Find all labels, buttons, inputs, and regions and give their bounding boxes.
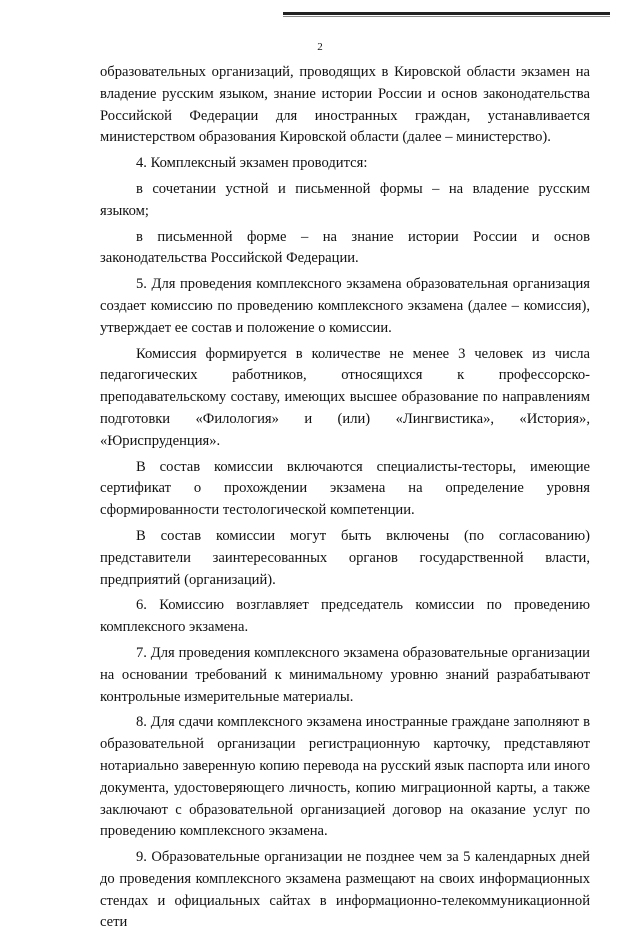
header-rule bbox=[283, 12, 610, 15]
paragraph-commission-formation: Комиссия формируется в количестве не менее 3 человек из числа педагогических работников, относящихся к профессорско-преподавательскому составу, имеющих высшее образование по направлениям подготовки «Филология» и (или) «Лингвистика», «История», «Юриспруденция». bbox=[100, 345, 590, 449]
paragraph-item-4: 4. Комплексный экзамен проводится: bbox=[136, 155, 368, 172]
paragraph-written-form: в письменной форме – на знание истории России и основ законодательства Российской Федерации. bbox=[100, 228, 590, 267]
paragraph-item-7: 7. Для проведения комплексного экзамена образовательные организации на основании требований к минимальному уровню знаний разрабатывают контрольные измерительные материалы. bbox=[100, 644, 590, 705]
document-body bbox=[100, 62, 590, 938]
paragraph-continuation: образовательных организаций, проводящих в Кировской области экзамен на владение русским языком, знание истории России и основ законодательства Российской Федерации для иностранных граждан, устанавливается министерством образования Кировской области (далее – министерство). bbox=[100, 64, 590, 146]
paragraph-representatives: В состав комиссии могут быть включены (по согласованию) представители заинтересованных органов государственной власти, предприятий (организаций). bbox=[100, 527, 590, 588]
paragraph-item-6: 6. Комиссию возглавляет председатель комиссии по проведению комплексного экзамена. bbox=[100, 597, 590, 636]
paragraph-item-8: 8. Для сдачи комплексного экзамена иностранные граждане заполняют в образовательной организации регистрационную карточку, представляют нотариально заверенную копию перевода на русский язык паспорта или иного документа, удостоверяющего личность, копию миграционной карты, а также заключают с образовательной организацией договор на оказание услуг по проведению комплексного экзамена. bbox=[100, 714, 590, 840]
paragraph-item-9: 9. Образовательные организации не позднее чем за 5 календарных дней до проведения комплексного экзамена размещают на своих информационных стендах и официальных сайтах в информационно-телекоммуникационной сети bbox=[100, 849, 590, 931]
paragraph-item-5: 5. Для проведения комплексного экзамена образовательная организация создает комиссию по проведению комплексного экзамена (далее – комиссия), утверждает ее состав и положение о комиссии. bbox=[100, 276, 590, 336]
page-number: 2 bbox=[317, 41, 323, 53]
header-rule-thin bbox=[283, 16, 610, 17]
paragraph-testers: В состав комиссии включаются специалисты-тесторы, имеющие сертификат о прохождении экзамена на определение уровня сформированности тестологической компетенции. bbox=[100, 458, 590, 519]
paragraph-oral-written-form: в сочетании устной и письменной формы – на владение русским языком; bbox=[100, 180, 590, 219]
